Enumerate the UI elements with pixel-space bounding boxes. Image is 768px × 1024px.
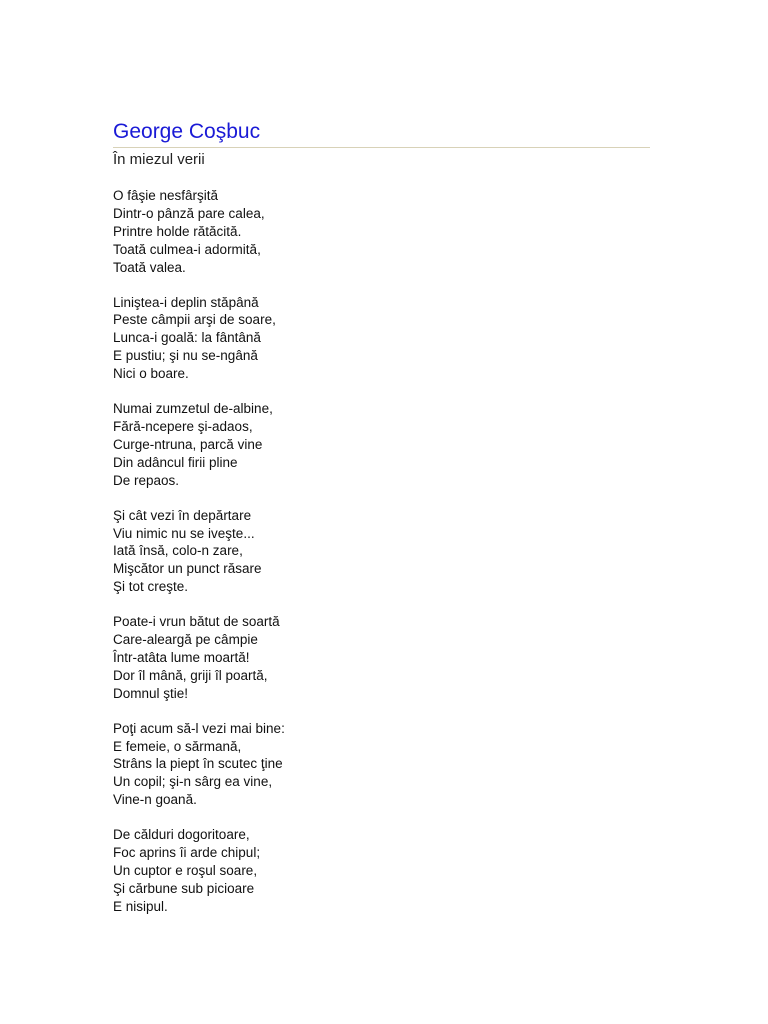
poem-line: De călduri dogoritoare, bbox=[113, 827, 250, 843]
title-divider bbox=[113, 147, 650, 148]
stanza-1 bbox=[113, 187, 650, 277]
poem-line: Un cuptor e roşul soare, bbox=[113, 863, 258, 878]
poem-line: Nici o boare. bbox=[113, 366, 189, 382]
poem-title: În miezul verii bbox=[113, 151, 205, 168]
stanza-6 bbox=[113, 720, 650, 810]
poem-line: Liniştea-i deplin stăpână bbox=[113, 294, 259, 310]
poem-line: Numai zumzetul de-albine, bbox=[113, 401, 273, 417]
poem-line: Din adâncul firii pline bbox=[113, 454, 238, 470]
poem-line: E nisipul. bbox=[113, 898, 168, 914]
poem-line: Poate-i vrun bătut de soartă bbox=[113, 614, 280, 630]
poem-line: Domnul ştie! bbox=[113, 685, 189, 701]
poem-line: O fâşie nesfârşită bbox=[113, 188, 219, 203]
poem-line: Foc aprins îi arde chipul; bbox=[113, 845, 261, 861]
poem-line: Toată culmea-i adormită, bbox=[113, 241, 261, 257]
poem-line: Şi cărbune sub picioare bbox=[113, 880, 255, 896]
poem-line: Peste câmpii arşi de soare, bbox=[113, 312, 276, 328]
stanza-7 bbox=[113, 826, 650, 916]
poem-line: Într-atâta lume moartă! bbox=[113, 649, 250, 665]
poem-body bbox=[113, 187, 650, 916]
poem-line: Iată însă, colo-n zare, bbox=[113, 543, 243, 559]
poem-line: Vine-n goană. bbox=[113, 792, 197, 808]
poem-line: Şi tot creşte. bbox=[113, 579, 189, 595]
poem-line: Viu nimic nu se iveşte... bbox=[113, 525, 255, 541]
stanza-5 bbox=[113, 613, 650, 703]
poem-line: Poţi acum să-l vezi mai bine: bbox=[113, 720, 285, 736]
poem-line: Dor îl mână, griji îl poartă, bbox=[113, 667, 268, 683]
poem-line: Dintr-o pânză pare calea, bbox=[113, 205, 265, 221]
author-name: George Coşbuc bbox=[113, 120, 261, 143]
poem-line: De repaos. bbox=[113, 472, 180, 488]
poem-line: Printre holde rătăcită. bbox=[113, 223, 242, 239]
document-page bbox=[113, 118, 650, 933]
poem-line: E pustiu; şi nu se-ngână bbox=[113, 348, 258, 364]
poem-line: E femeie, o sărmană, bbox=[113, 738, 242, 754]
poem-line: Mişcător un punct răsare bbox=[113, 561, 262, 577]
poem-line: Care-aleargă pe câmpie bbox=[113, 632, 258, 648]
stanza-2 bbox=[113, 294, 650, 384]
poem-line: Toată valea. bbox=[113, 259, 186, 275]
poem-line: Şi cât vezi în depărtare bbox=[113, 507, 252, 523]
poem-line: Lunca-i goală: la fântână bbox=[113, 330, 261, 346]
poem-line: Curge-ntruna, parcă vine bbox=[113, 436, 263, 452]
stanza-4 bbox=[113, 507, 650, 597]
poem-line: Fără-ncepere şi-adaos, bbox=[113, 418, 253, 434]
poem-line: Un copil; şi-n sârg ea vine, bbox=[113, 774, 273, 790]
stanza-3 bbox=[113, 400, 650, 490]
poem-line: Strâns la piept în scutec ţine bbox=[113, 756, 283, 772]
